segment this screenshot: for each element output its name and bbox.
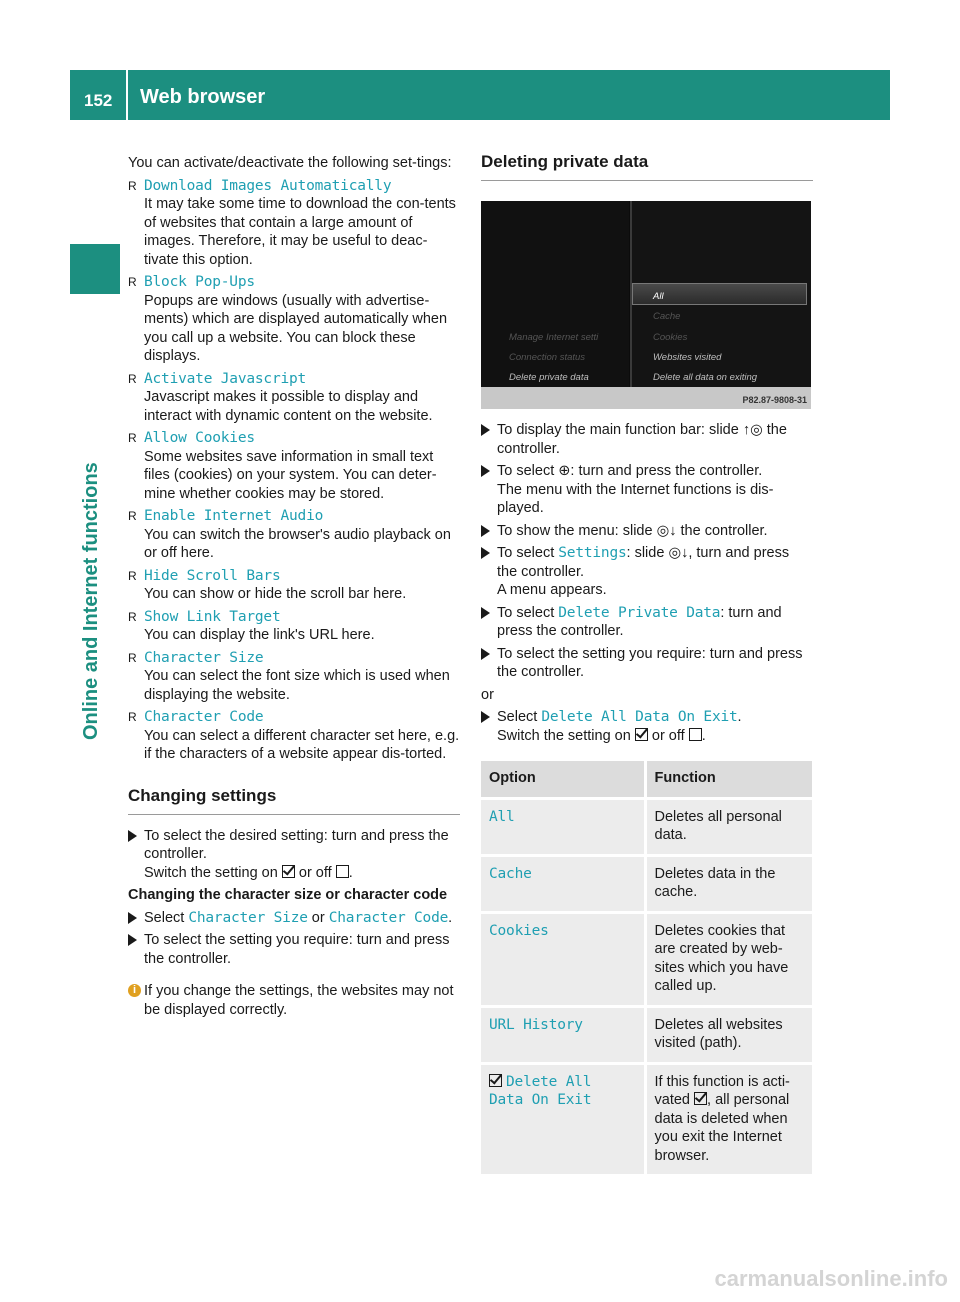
option-character-size: Character Size: [188, 909, 308, 926]
bullet-marker: R: [128, 275, 137, 289]
page-title: Web browser: [140, 86, 266, 108]
setting-item: [128, 370, 460, 430]
option-cell: Cache: [489, 865, 532, 882]
checkbox-on-icon: [282, 865, 295, 878]
table-row: [481, 855, 812, 912]
option-cell: Delete All: [506, 1073, 592, 1090]
bullet-marker: R: [128, 609, 137, 624]
step-arrow-icon: [481, 607, 490, 619]
setting-name: Activate Javascript: [144, 370, 307, 387]
image-reference-code: P82.87-9808-31: [742, 395, 807, 405]
step-item: To show the menu: slide ◎↓ the controller.: [481, 522, 813, 541]
setting-description: Javascript makes it possible to display and interact with dynamic content on the website.: [144, 389, 433, 424]
bullet-marker: R: [128, 650, 137, 665]
controller-slide-down-icon: ◎↓: [668, 545, 689, 561]
table-header-option: Option: [481, 761, 645, 798]
info-icon: i: [128, 984, 141, 997]
bullet-marker: R: [128, 710, 137, 724]
setting-item: [128, 273, 460, 370]
controller-slide-up-icon: ↑◎: [742, 422, 763, 438]
table-row: [481, 1063, 812, 1174]
step-item: To select the desired setting: turn and press the controller. Switch the setting on or off .: [128, 827, 460, 883]
setting-item: [128, 649, 460, 709]
setting-name: Hide Scroll Bars: [144, 567, 281, 584]
table-row: [481, 912, 812, 1006]
screen-option-item: All: [653, 291, 664, 302]
step-item: To select ⊕: turn and press the controller. The menu with the Internet functions is dis-played.: [481, 462, 813, 518]
step-item: Select Delete All Data On Exit. Switch the setting on or off .: [481, 708, 813, 745]
controller-slide-down-icon: ◎↓: [656, 522, 677, 539]
screen-option-item: Cache: [653, 311, 681, 322]
setting-name: Character Code: [144, 709, 264, 725]
screen-option-item: Cookies: [653, 332, 688, 343]
setting-name: Show Link Target: [144, 608, 281, 625]
setting-description: It may take some time to download the con-tents of websites that contain a large amount of images. Therefore, it may be useful to deac-tivate this option.: [144, 196, 456, 268]
checkbox-off-icon: [336, 865, 349, 878]
screen-menu-item: Connection status: [509, 352, 586, 363]
function-cell: , all personal data is deleted when you exit the Internet browser.: [654, 1092, 790, 1164]
header-divider: [126, 70, 128, 120]
setting-description: Popups are windows (usually with advertise-ments) which are displayed automatically when you call up a website. You can block these displays.: [144, 292, 448, 364]
screen-caption-bar: [481, 387, 811, 409]
table-row: [481, 1006, 812, 1063]
bullet-marker: R: [128, 178, 137, 193]
setting-name: Block Pop-Ups: [144, 274, 255, 290]
options-table: [481, 761, 812, 1174]
setting-description: You can display the link's URL here.: [144, 627, 375, 643]
option-character-code: Character Code: [328, 909, 449, 926]
option-cell: URL History: [489, 1016, 583, 1033]
option-delete-private-data: Delete Private Data: [558, 604, 721, 621]
checkbox-on-icon: [489, 1074, 502, 1087]
bullet-marker: R: [128, 371, 137, 386]
watermark: carmanualsonline.info: [714, 1266, 948, 1291]
setting-name: Allow Cookies: [144, 430, 255, 446]
charsize-heading: Changing the character size or character code: [128, 887, 448, 903]
chapter-side-label: Online and Internet functions: [80, 462, 102, 740]
bullet-marker: R: [128, 431, 137, 445]
step-arrow-icon: [481, 547, 490, 559]
step-item: To select the setting you require: turn and press the controller.: [481, 645, 813, 682]
setting-item: [128, 567, 460, 608]
table-header-function: Function: [645, 761, 812, 798]
step-item: To select Settings: slide ◎↓, turn and press the controller. A menu appears.: [481, 544, 813, 600]
checkbox-on-icon: [635, 728, 648, 741]
screen-option-item: Websites visited: [653, 352, 722, 363]
function-cell: Deletes data in the cache.: [645, 855, 812, 912]
checkbox-on-icon: [694, 1092, 707, 1105]
option-settings: Settings: [558, 545, 627, 561]
setting-description: You can switch the browser's audio playback on or off here.: [144, 526, 451, 561]
step-arrow-icon: [481, 525, 490, 537]
step-item: To display the main function bar: slide ↑◎ the controller.: [481, 421, 813, 458]
left-column: [128, 154, 460, 1019]
setting-item: [128, 608, 460, 649]
step-item: Select Character Size or Character Code.: [128, 909, 460, 928]
option-delete-all-data-on-exit: Delete All Data On Exit: [541, 709, 738, 725]
option-cell: Cookies: [489, 922, 549, 939]
step-arrow-icon: [128, 912, 137, 924]
setting-name: Download Images Automatically: [144, 177, 392, 194]
info-note: i If you change the settings, the websites may not be displayed correctly.: [128, 982, 460, 1019]
setting-item: [128, 708, 460, 768]
function-cell: Deletes cookies that are created by web-sites which you have called up.: [645, 912, 812, 1006]
setting-description: You can select the font size which is used when displaying the website.: [144, 668, 450, 703]
heading-rule: [481, 180, 813, 181]
screen-menu-item: Delete private data: [509, 372, 589, 383]
setting-item: [128, 507, 460, 567]
or-text: or: [481, 686, 494, 703]
chapter-tab-marker: [70, 244, 120, 294]
bullet-marker: R: [128, 568, 137, 583]
setting-description: You can select a different character set here, e.g. if the characters of a website appear dis-torted.: [144, 727, 460, 762]
function-cell: If this function is acti-vated: [654, 1073, 790, 1108]
globe-icon: ⊕: [558, 463, 571, 479]
step-arrow-icon: [128, 830, 137, 842]
screen-option-item: Delete all data on exiting: [653, 372, 758, 383]
step-arrow-icon: [481, 465, 490, 477]
step-arrow-icon: [128, 934, 137, 946]
setting-name: Enable Internet Audio: [144, 508, 324, 524]
step-arrow-icon: [481, 648, 490, 660]
function-cell: Deletes all websites visited (path).: [645, 1006, 812, 1063]
settings-list: [128, 177, 460, 768]
setting-item: [128, 177, 460, 274]
display-screenshot: [481, 201, 811, 409]
setting-item: [128, 429, 460, 507]
bullet-marker: R: [128, 509, 137, 523]
checkbox-off-icon: [689, 728, 702, 741]
option-cell: All: [489, 808, 515, 825]
page-number: 152: [84, 91, 113, 110]
option-cell: Data On Exit: [489, 1092, 592, 1108]
changing-settings-heading: Changing settings: [128, 785, 277, 805]
step-item: To select Delete Private Data: turn and press the controller.: [481, 604, 813, 641]
table-row: [481, 798, 812, 855]
deleting-private-data-heading: Deleting private data: [481, 152, 649, 171]
step-arrow-icon: [481, 424, 490, 436]
step-item: To select the setting you require: turn and press the controller.: [128, 931, 460, 968]
setting-name: Character Size: [144, 649, 264, 666]
screen-menu-item: Manage Internet setti: [509, 332, 599, 343]
right-column: [481, 152, 813, 1174]
setting-description: You can show or hide the scroll bar here.: [144, 586, 407, 602]
function-cell: Deletes all personal data.: [645, 798, 812, 855]
intro-text: You can activate/deactivate the following set-tings:: [128, 155, 452, 171]
table-header-row: [481, 761, 812, 798]
step-arrow-icon: [481, 711, 490, 723]
setting-description: Some websites save information in small text files (cookies) on your system. You can deter-mine whether cookies may be stored.: [144, 448, 437, 502]
